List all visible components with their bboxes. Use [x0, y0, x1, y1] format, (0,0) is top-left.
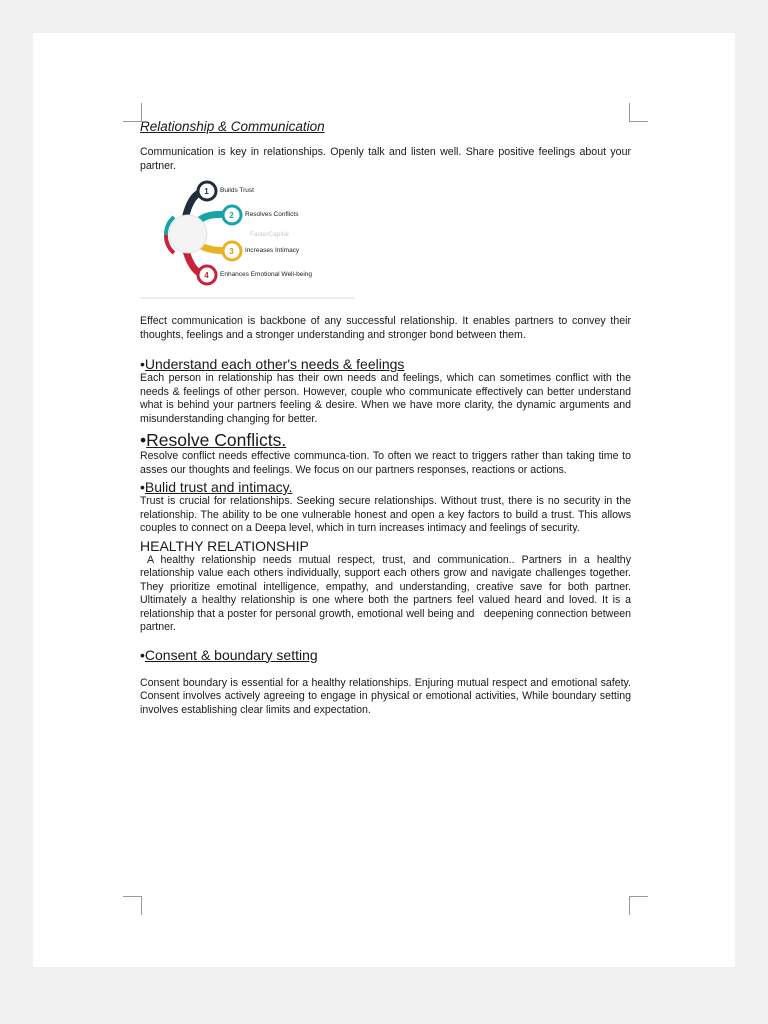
intro-paragraph: Communication is key in relationships. Openly talk and listen well. Share positive feelings about your partner. — [140, 146, 631, 172]
crop-mark-bottom-right — [629, 896, 648, 915]
step-4-number: 4 — [200, 269, 213, 282]
section-title: Understand each other's needs & feelings — [144, 356, 405, 372]
diagram-graphic — [140, 179, 360, 301]
document-content — [140, 119, 634, 717]
effect-paragraph: Effect communication is backbone of any successful relationship. It enables partners to convey their thoughts, feelings and a stronger understanding and stronger bond between them. — [140, 315, 631, 341]
step-1-label: Builds Trust — [220, 187, 254, 194]
section-bullet: • — [140, 646, 145, 663]
step-3-label: Increases Intimacy — [245, 247, 300, 254]
section-body-healthy: A healthy relationship needs mutual respect, trust, and communication.. Partners in a healthy relationship value each others individually, support each others grow and navigate challenges together. They prioritize emotinal intelligence, empathy, and understanding, creative save for both partner. Ultimately a healthy relationship is one where both the partners feel valued heard and loved. It is a relationship that a poster for personal growth, emotional well being and deepening connection between partner. — [140, 553, 634, 633]
section-bullet: • — [140, 356, 145, 372]
hub-circle — [169, 215, 207, 253]
section-heading-understand — [140, 356, 631, 372]
section-title: HEALTHY RELATIONSHIP — [140, 537, 309, 554]
section-body-understand: Each person in relationship has their own needs and feelings, which can sometimes conflict with the needs & feelings of other person. However, couple who communicate effectively can better understand what is behind your partners feeling & desire. When we have more clarity, the dynamic arguments and misunderstanding changing for better. — [140, 372, 631, 425]
section-heading-healthy — [140, 538, 631, 554]
section-heading-consent — [140, 647, 631, 663]
section-heading-resolve — [140, 430, 631, 450]
step-1-number: 1 — [200, 185, 213, 198]
section-bullet: • — [140, 479, 145, 495]
section-title: Consent & boundary setting — [144, 646, 318, 663]
step-4-label: Enhances Emotional Well-being — [220, 271, 313, 278]
section-title: Resolve Conflicts. — [146, 430, 287, 450]
section-body-consent: Consent boundary is essential for a healthy relationships. Enjuring mutual respect and emotional safety. Consent involves actively agreeing to engage in physical or emotional activities, While boundary setting involves establishing clear limits and expectation. — [140, 676, 631, 716]
document-page — [33, 33, 735, 967]
step-2-number: 2 — [225, 209, 238, 222]
crop-mark-top-right — [629, 103, 648, 122]
section-body-trust: Trust is crucial for relationships. Seeking secure relationships. Without trust, there is no security in the relationship. The ability to be one vulnerable honest and open a key factors to build a trust. This allows couples to connect on a Deepa level, which in turn increases intimacy and feelings of security. — [140, 495, 631, 534]
step-3-number: 3 — [225, 245, 238, 258]
crop-mark-bottom-left — [123, 896, 142, 915]
section-heading-trust — [140, 479, 631, 495]
document-title: Relationship & Communication — [140, 119, 325, 134]
section-body-resolve: Resolve conflict needs effective communca-tion. To often we react to triggers rather than taking time to asses our thoughts and feelings. We focus on our partners responses, reactions or actions. — [140, 450, 631, 476]
watermark-text: FasterCapital — [250, 231, 289, 238]
section-bullet: • — [140, 430, 147, 450]
section-title: Bulid trust and intimacy. — [144, 479, 293, 495]
communication-benefits-diagram — [140, 179, 360, 301]
step-2-label: Resolves Conflicts — [245, 211, 299, 218]
